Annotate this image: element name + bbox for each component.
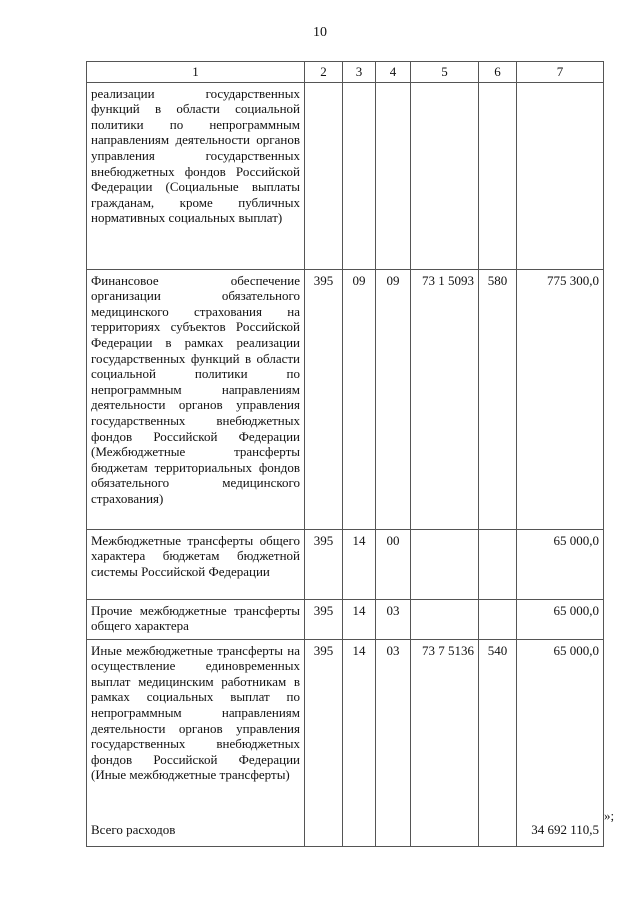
row-name: Иные межбюджетные трансферты на осуществление единовременных выплат медицинским работникам в рамках социальных выплат по непрограммным направлениям деятельности органов управления государственных внебюджетных фондов Российской Федерации (Иные межбюджетные трансферты) (87, 639, 305, 819)
subsection-code: 00 (376, 529, 411, 599)
section-code (343, 82, 376, 269)
expense-type-code (479, 82, 517, 269)
row-name: Финансовое обеспечение организации обязательного медицинского страхования на территориях субъектов Российской Федерации в рамках реализации государственных функций в области социальной политики по непрограммным направлениям деятельности органов управления государственных внебюджетных фондов Российской Федерации (Межбюджетные трансферты бюджетам территориальных фондов обязательного медицинского страхования) (87, 269, 305, 529)
section-code: 14 (343, 529, 376, 599)
table-row (87, 639, 604, 819)
section-code: 09 (343, 269, 376, 529)
expense-type-code: 580 (479, 269, 517, 529)
column-header: 4 (376, 62, 411, 83)
grbs-code (305, 82, 343, 269)
subsection-code: 09 (376, 269, 411, 529)
row-name: Межбюджетные трансферты общего характера бюджетам бюджетной системы Российской Федерации (87, 529, 305, 599)
empty-cell (305, 819, 343, 846)
expense-type-code: 540 (479, 639, 517, 819)
target-article-code: 73 7 5136 (411, 639, 479, 819)
table-row (87, 82, 604, 269)
table-row (87, 599, 604, 639)
amount: 65 000,0 (517, 529, 604, 599)
page-number: 10 (313, 25, 327, 40)
subsection-code: 03 (376, 639, 411, 819)
section-code: 14 (343, 599, 376, 639)
empty-cell (411, 819, 479, 846)
grbs-code: 395 (305, 639, 343, 819)
row-name: реализации государственных функций в области социальной политики по непрограммным направлениям деятельности органов управления государственных внебюджетных фондов Российской Федерации (Социальные выплаты гражданам, кроме публичных нормативных социальных выплат) (87, 82, 305, 269)
target-article-code: 73 1 5093 (411, 269, 479, 529)
grbs-code: 395 (305, 269, 343, 529)
section-code: 14 (343, 639, 376, 819)
column-header: 7 (517, 62, 604, 83)
grbs-code: 395 (305, 529, 343, 599)
amount: 775 300,0 (517, 269, 604, 529)
total-label: Всего расходов (87, 819, 305, 846)
empty-cell (376, 819, 411, 846)
empty-cell (479, 819, 517, 846)
amount (517, 82, 604, 269)
table-row (87, 529, 604, 599)
header-row (87, 62, 604, 83)
column-header: 2 (305, 62, 343, 83)
amount: 65 000,0 (517, 599, 604, 639)
expenditure-table (86, 61, 604, 847)
target-article-code (411, 82, 479, 269)
expense-type-code (479, 599, 517, 639)
total-amount-cell (517, 819, 604, 846)
column-header: 3 (343, 62, 376, 83)
target-article-code (411, 529, 479, 599)
expense-type-code (479, 529, 517, 599)
subsection-code (376, 82, 411, 269)
closing-quote: »; (604, 808, 615, 823)
row-name: Прочие межбюджетные трансферты общего характера (87, 599, 305, 639)
column-header: 1 (87, 62, 305, 83)
column-header: 5 (411, 62, 479, 83)
total-amount: 34 692 110,5 (531, 822, 599, 838)
target-article-code (411, 599, 479, 639)
empty-cell (343, 819, 376, 846)
grbs-code: 395 (305, 599, 343, 639)
table-row (87, 269, 604, 529)
column-header: 6 (479, 62, 517, 83)
amount: 65 000,0 (517, 639, 604, 819)
total-row (87, 819, 604, 846)
subsection-code: 03 (376, 599, 411, 639)
